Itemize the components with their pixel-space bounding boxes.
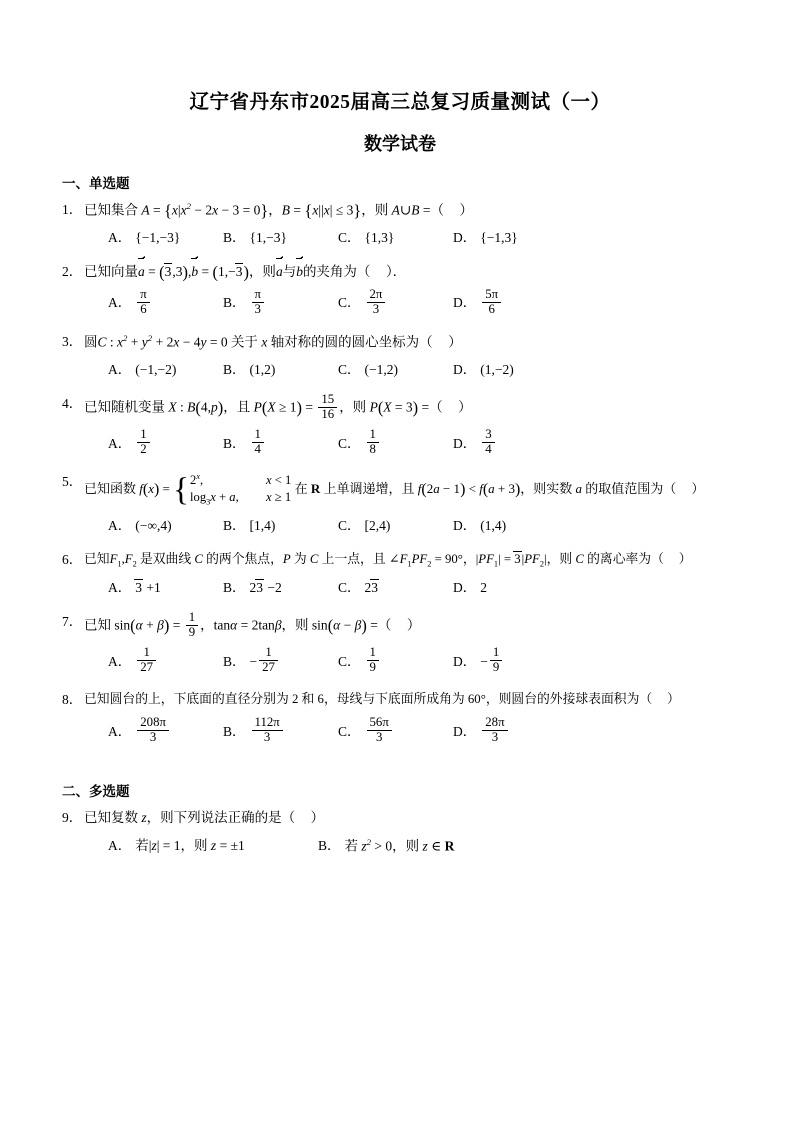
option-d[interactable]: D． $\frac{5\pi}{6}$ bbox=[453, 289, 568, 318]
option-b[interactable]: B． $\frac{\pi}{3}$ bbox=[223, 289, 338, 318]
question-9 bbox=[62, 808, 738, 856]
options-8 bbox=[62, 715, 738, 747]
question-5 bbox=[62, 472, 738, 535]
question-stem: 已知复数 z，则下列说法正确的是（ ） bbox=[84, 810, 325, 826]
option-d[interactable]: D． {−1,3} bbox=[453, 229, 518, 245]
question-6 bbox=[62, 550, 738, 598]
option-c[interactable]: C． {1,3} bbox=[338, 229, 395, 245]
question-number: 8． bbox=[62, 692, 83, 708]
option-b[interactable]: B． (1,2) bbox=[223, 361, 276, 377]
question-number: 4． bbox=[62, 395, 83, 411]
page-subtitle: 数学试卷 bbox=[364, 134, 436, 154]
question-8 bbox=[62, 690, 738, 746]
question-number: 6． bbox=[62, 551, 83, 567]
question-number: 7． bbox=[62, 614, 83, 630]
question-stem: 已知集合 $A = \{x|x^2 - 2x - 3 = 0\}$，B = {x||x| ≤ 3}，则 A∪B =（ ） bbox=[84, 201, 473, 220]
page-title: 辽宁省丹东市2025届高三总复习质量测试（一） bbox=[189, 92, 611, 113]
option-b[interactable]: B． [1,4) bbox=[223, 517, 276, 533]
question-stem: 已知 sin(α + β) = $\frac{1}{9}$ ，tanα = 2tanβ，则 sin(α − β) =（ ） bbox=[84, 609, 421, 639]
option-a[interactable]: A． $\frac{\pi}{6}$ bbox=[108, 289, 223, 318]
options-3 bbox=[62, 360, 738, 380]
question-number: 3． bbox=[62, 333, 83, 349]
question-7 bbox=[62, 609, 738, 676]
option-a[interactable]: A． $\frac{208\pi}{3}$ bbox=[108, 718, 223, 747]
option-c[interactable]: C． 23 bbox=[338, 579, 379, 595]
option-a[interactable]: A． $\frac{1}{2}$ bbox=[108, 430, 223, 459]
options-9 bbox=[62, 836, 738, 857]
option-c[interactable]: C． $\frac{1}{9}$ bbox=[338, 648, 453, 677]
option-a[interactable]: A． 3 +1 bbox=[108, 579, 161, 595]
option-d[interactable]: D． (1,4) bbox=[453, 517, 507, 533]
option-b[interactable]: B． $\frac{1}{4}$ bbox=[223, 430, 338, 459]
question-number: 2． bbox=[62, 264, 83, 279]
option-b[interactable]: B． 23 −2 bbox=[223, 579, 282, 595]
options-4 bbox=[62, 427, 738, 459]
options-1 bbox=[62, 228, 738, 248]
question-4 bbox=[62, 391, 738, 458]
option-a[interactable]: A． (−1,−2) bbox=[108, 361, 177, 377]
option-c[interactable]: C． $\frac{56\pi}{3}$ bbox=[338, 718, 453, 747]
option-d[interactable]: D． $\frac{28\pi}{3}$ bbox=[453, 718, 568, 747]
question-number: 1． bbox=[62, 202, 83, 217]
option-d[interactable]: D． 2 bbox=[453, 579, 487, 595]
options-5 bbox=[62, 516, 738, 536]
question-stem: 圆C : $x^2 + y^2 + 2x - 4y = 0$ 关于 x 轴对称的圆的圆心坐标为（ ） bbox=[84, 332, 462, 350]
option-a[interactable]: A． {−1,−3} bbox=[108, 229, 181, 245]
question-stem: 已知圆台的上，下底面的直径分别为 2 和 6，母线与下底面所成角为 60°，则圆台的外接球表面积为（ ） bbox=[84, 692, 680, 707]
options-6 bbox=[62, 578, 738, 598]
question-3 bbox=[62, 332, 738, 380]
option-b[interactable]: B． 若 $z^2 > 0$，则 z ∈ R bbox=[318, 836, 455, 854]
option-b[interactable]: B． {1,−3} bbox=[223, 229, 287, 245]
question-stem: 已知函数 f(x) = { 2$^x$, x < 1 $\log_3x + a$, x ≥ 1 在 R 上单调递增，且 f(2a − 1) < f(a + 3)，则实数 a 的取值范围为（ ） bbox=[84, 470, 705, 508]
option-c[interactable]: C． $\frac{2\pi}{3}$ bbox=[338, 289, 453, 318]
question-number: 9． bbox=[62, 810, 83, 826]
options-7 bbox=[62, 645, 738, 677]
option-a[interactable]: A． 若|z| = 1，则 z = ±1 bbox=[108, 837, 245, 853]
option-c[interactable]: C． [2,4) bbox=[338, 517, 391, 533]
option-b[interactable]: B． $\frac{112\pi}{3}$ bbox=[223, 718, 338, 747]
question-stem: 已知向量a = (3,3),b = (1,−3)，则a与b的夹角为（ ）． bbox=[84, 262, 407, 282]
question-stem: 已知随机变量 X : B(4,p)，且 P(X ≥ 1) = $\frac{15}{16}$ ，则 P(X = 3) =（ ） bbox=[84, 391, 472, 421]
option-d[interactable]: D． − $\frac{1}{9}$ bbox=[453, 648, 568, 677]
option-d[interactable]: D． $\frac{3}{4}$ bbox=[453, 430, 568, 459]
options-2 bbox=[62, 286, 738, 318]
option-a[interactable]: A． $\frac{1}{27}$ bbox=[108, 648, 223, 677]
option-b[interactable]: B． − $\frac{1}{27}$ bbox=[223, 648, 338, 677]
option-c[interactable]: C． $\frac{1}{8}$ bbox=[338, 430, 453, 459]
question-stem: 已知$F_1,F_2$ 是双曲线 C 的两个焦点，P 为 C 上一点，且 $\angle F_1PF_2 = 90^\circ$，$|PF_1| = 3|PF_2|$，则 C 的离心率为（ ） bbox=[84, 551, 692, 569]
section-heading-multi-choice: 二、多选题 bbox=[62, 784, 130, 800]
question-1 bbox=[62, 200, 738, 248]
option-a[interactable]: A． (−∞,4) bbox=[108, 517, 172, 533]
option-d[interactable]: D． (1,−2) bbox=[453, 361, 514, 377]
question-2 bbox=[62, 262, 738, 318]
question-number: 5． bbox=[62, 474, 83, 490]
section-heading-single-choice: 一、单选题 bbox=[62, 176, 130, 191]
option-c[interactable]: C． (−1,2) bbox=[338, 361, 398, 377]
